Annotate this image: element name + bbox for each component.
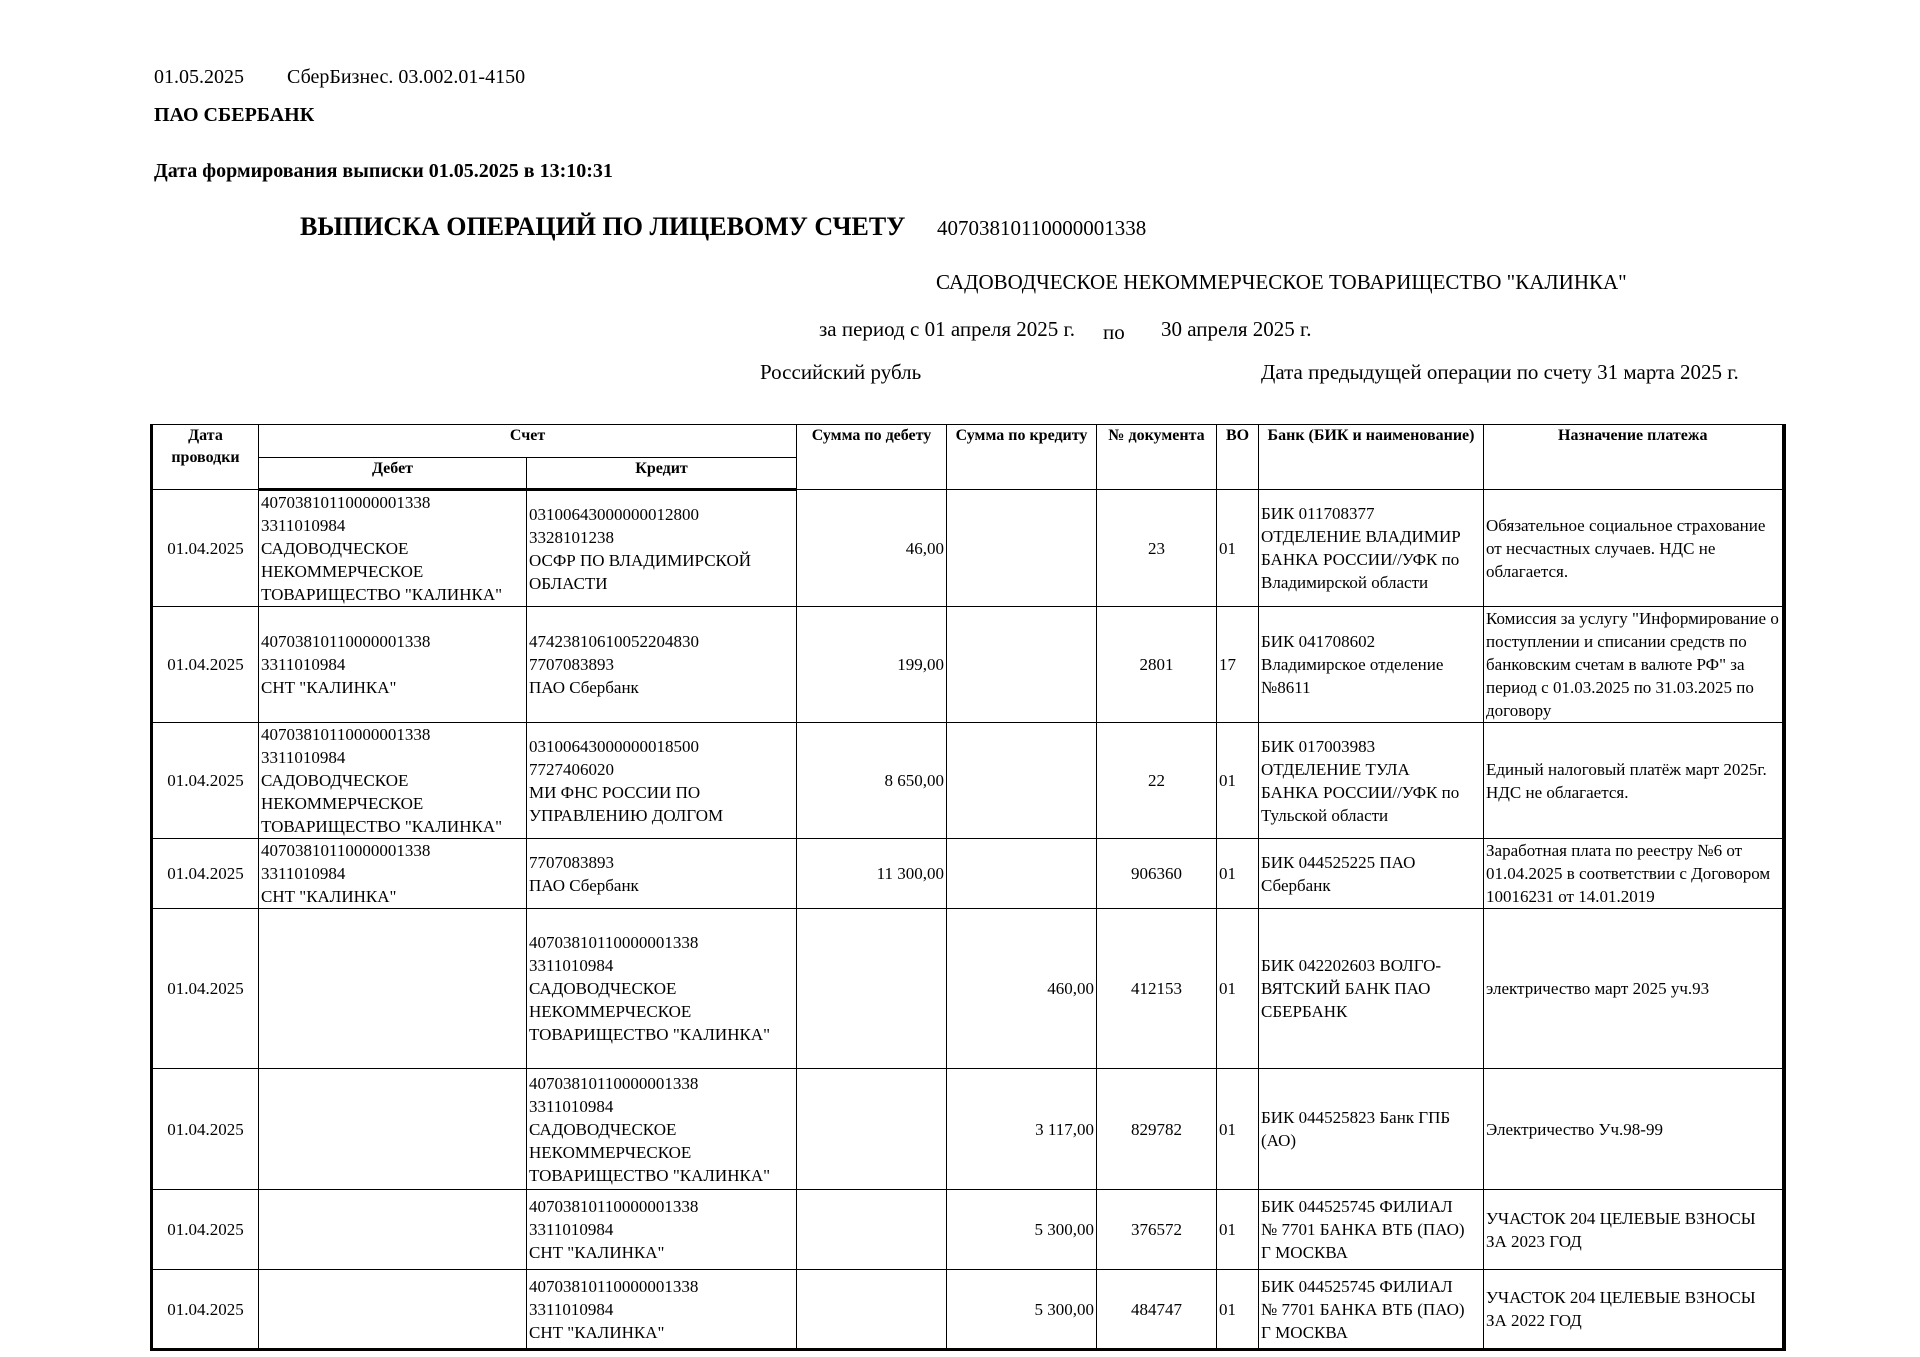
credit-sum: 5 300,00 <box>947 1190 1097 1270</box>
operation-type: 17 <box>1217 607 1259 723</box>
debit-sum <box>797 1270 947 1350</box>
payment-purpose: электричество март 2025 уч.93 <box>1484 909 1784 1069</box>
credit-account: 47423810610052204830 7707083893 ПАО Сбербанк <box>527 607 797 723</box>
table-row <box>152 1190 1784 1270</box>
payment-purpose: Единый налоговый платёж март 2025г. НДС не облагается. <box>1484 723 1784 839</box>
row-date: 01.04.2025 <box>152 839 259 909</box>
operation-type: 01 <box>1217 1270 1259 1350</box>
debit-sum <box>797 909 947 1069</box>
bank-details: БИК 011708377 ОТДЕЛЕНИЕ ВЛАДИМИР БАНКА РОССИИ//УФК по Владимирской области <box>1259 490 1484 607</box>
payment-purpose: Электричество Уч.98-99 <box>1484 1069 1784 1190</box>
row-date: 01.04.2025 <box>152 1270 259 1350</box>
credit-sum <box>947 839 1097 909</box>
debit-sum: 46,00 <box>797 490 947 607</box>
credit-sum <box>947 607 1097 723</box>
row-date: 01.04.2025 <box>152 909 259 1069</box>
credit-account: 7707083893 ПАО Сбербанк <box>527 839 797 909</box>
debit-account <box>259 909 527 1069</box>
payment-purpose: УЧАСТОК 204 ЦЕЛЕВЫЕ ВЗНОСЫ ЗА 2022 ГОД <box>1484 1270 1784 1350</box>
print-date: 01.05.2025 <box>154 66 244 88</box>
bank-details: БИК 044525823 Банк ГПБ (АО) <box>1259 1069 1484 1190</box>
row-date: 01.04.2025 <box>152 490 259 607</box>
col-header-credit-sum: Сумма по кредиту <box>947 425 1097 490</box>
credit-account: 40703810110000001338 3311010984 СНТ "КАЛИНКА" <box>527 1190 797 1270</box>
debit-sum: 11 300,00 <box>797 839 947 909</box>
debit-account <box>259 1190 527 1270</box>
bank-details: БИК 042202603 ВОЛГО- ВЯТСКИЙ БАНК ПАО СБЕРБАНК <box>1259 909 1484 1069</box>
col-header-purpose: Назначение платежа <box>1484 425 1784 490</box>
debit-account: 40703810110000001338 3311010984 СНТ "КАЛИНКА" <box>259 839 527 909</box>
row-date: 01.04.2025 <box>152 1190 259 1270</box>
debit-sum: 8 650,00 <box>797 723 947 839</box>
credit-sum <box>947 490 1097 607</box>
document-number: 23 <box>1097 490 1217 607</box>
statement-title: ВЫПИСКА ОПЕРАЦИЙ ПО ЛИЦЕВОМУ СЧЕТУ <box>300 212 906 241</box>
credit-sum: 5 300,00 <box>947 1270 1097 1350</box>
row-date: 01.04.2025 <box>152 607 259 723</box>
bank-details: БИК 044525225 ПАО Сбербанк <box>1259 839 1484 909</box>
document-number: 22 <box>1097 723 1217 839</box>
operation-type: 01 <box>1217 909 1259 1069</box>
bank-details: БИК 044525745 ФИЛИАЛ № 7701 БАНКА ВТБ (ПАО) Г МОСКВА <box>1259 1190 1484 1270</box>
document-number: 412153 <box>1097 909 1217 1069</box>
operation-type: 01 <box>1217 839 1259 909</box>
col-header-account: Счет <box>259 425 797 458</box>
account-number: 40703810110000001338 <box>937 216 1147 240</box>
debit-sum <box>797 1069 947 1190</box>
credit-account: 40703810110000001338 3311010984 САДОВОДЧЕСКОЕ НЕКОММЕРЧЕСКОЕ ТОВАРИЩЕСТВО "КАЛИНКА" <box>527 909 797 1069</box>
col-header-credit-account: Кредит <box>527 458 797 490</box>
table-row <box>152 1270 1784 1350</box>
operation-type: 01 <box>1217 490 1259 607</box>
bank-name: ПАО СБЕРБАНК <box>154 104 315 126</box>
debit-account <box>259 1069 527 1190</box>
generation-date: Дата формирования выписки 01.05.2025 в 13:10:31 <box>154 160 613 182</box>
table-row <box>152 1069 1784 1190</box>
bank-details: БИК 017003983 ОТДЕЛЕНИЕ ТУЛА БАНКА РОССИИ//УФК по Тульской области <box>1259 723 1484 839</box>
debit-account: 40703810110000001338 3311010984 САДОВОДЧЕСКОЕ НЕКОММЕРЧЕСКОЕ ТОВАРИЩЕСТВО "КАЛИНКА" <box>259 490 527 607</box>
period-from: за период с 01 апреля 2025 г. <box>819 317 1076 341</box>
credit-account: 40703810110000001338 3311010984 СНТ "КАЛИНКА" <box>527 1270 797 1350</box>
debit-sum <box>797 1190 947 1270</box>
col-header-debit-account: Дебет <box>259 458 527 490</box>
table-row <box>152 490 1784 607</box>
debit-account <box>259 1270 527 1350</box>
operation-type: 01 <box>1217 723 1259 839</box>
bank-details: БИК 044525745 ФИЛИАЛ № 7701 БАНКА ВТБ (ПАО) Г МОСКВА <box>1259 1270 1484 1350</box>
table-row <box>152 607 1784 723</box>
organization-name: САДОВОДЧЕСКОЕ НЕКОММЕРЧЕСКОЕ ТОВАРИЩЕСТВО "КАЛИНКА" <box>936 270 1627 294</box>
col-header-date: Дата проводки <box>152 425 259 490</box>
document-number: 484747 <box>1097 1270 1217 1350</box>
debit-sum: 199,00 <box>797 607 947 723</box>
credit-sum: 460,00 <box>947 909 1097 1069</box>
app-version: СберБизнес. 03.002.01-4150 <box>287 66 526 88</box>
col-header-bank: Банк (БИК и наименование) <box>1259 425 1484 490</box>
table-row <box>152 839 1784 909</box>
col-header-vo: ВО <box>1217 425 1259 490</box>
document-number: 2801 <box>1097 607 1217 723</box>
payment-purpose: Обязательное социальное страхование от несчастных случаев. НДС не облагается. <box>1484 490 1784 607</box>
credit-account: 40703810110000001338 3311010984 САДОВОДЧЕСКОЕ НЕКОММЕРЧЕСКОЕ ТОВАРИЩЕСТВО "КАЛИНКА" <box>527 1069 797 1190</box>
credit-account: 03100643000000012800 3328101238 ОСФР ПО ВЛАДИМИРСКОЙ ОБЛАСТИ <box>527 490 797 607</box>
row-date: 01.04.2025 <box>152 1069 259 1190</box>
payment-purpose: УЧАСТОК 204 ЦЕЛЕВЫЕ ВЗНОСЫ ЗА 2023 ГОД <box>1484 1190 1784 1270</box>
document-number: 376572 <box>1097 1190 1217 1270</box>
period-separator: по <box>1103 320 1125 344</box>
col-header-doc-no: № документа <box>1097 425 1217 490</box>
document-number: 829782 <box>1097 1069 1217 1190</box>
payment-purpose: Комиссия за услугу "Информирование о поступлении и списании средств по банковским счетам в валюте РФ" за период с 01.03.2025 по 31.03.2025 по договору <box>1484 607 1784 723</box>
period-to: 30 апреля 2025 г. <box>1161 317 1312 341</box>
previous-operation-date: Дата предыдущей операции по счету 31 марта 2025 г. <box>1261 360 1739 384</box>
table-row <box>152 909 1784 1069</box>
row-date: 01.04.2025 <box>152 723 259 839</box>
credit-sum <box>947 723 1097 839</box>
payment-purpose: Заработная плата по реестру №6 от 01.04.2025 в соответствии с Договором 10016231 от 14.01.2019 <box>1484 839 1784 909</box>
operation-type: 01 <box>1217 1069 1259 1190</box>
bank-details: БИК 041708602 Владимирское отделение №8611 <box>1259 607 1484 723</box>
credit-sum: 3 117,00 <box>947 1069 1097 1190</box>
document-number: 906360 <box>1097 839 1217 909</box>
operations-table <box>150 424 1786 1351</box>
currency: Российский рубль <box>760 360 922 384</box>
debit-account: 40703810110000001338 3311010984 СНТ "КАЛИНКА" <box>259 607 527 723</box>
table-row <box>152 723 1784 839</box>
col-header-debit-sum: Сумма по дебету <box>797 425 947 490</box>
debit-account: 40703810110000001338 3311010984 САДОВОДЧЕСКОЕ НЕКОММЕРЧЕСКОЕ ТОВАРИЩЕСТВО "КАЛИНКА" <box>259 723 527 839</box>
credit-account: 03100643000000018500 7727406020 МИ ФНС РОССИИ ПО УПРАВЛЕНИЮ ДОЛГОМ <box>527 723 797 839</box>
operation-type: 01 <box>1217 1190 1259 1270</box>
